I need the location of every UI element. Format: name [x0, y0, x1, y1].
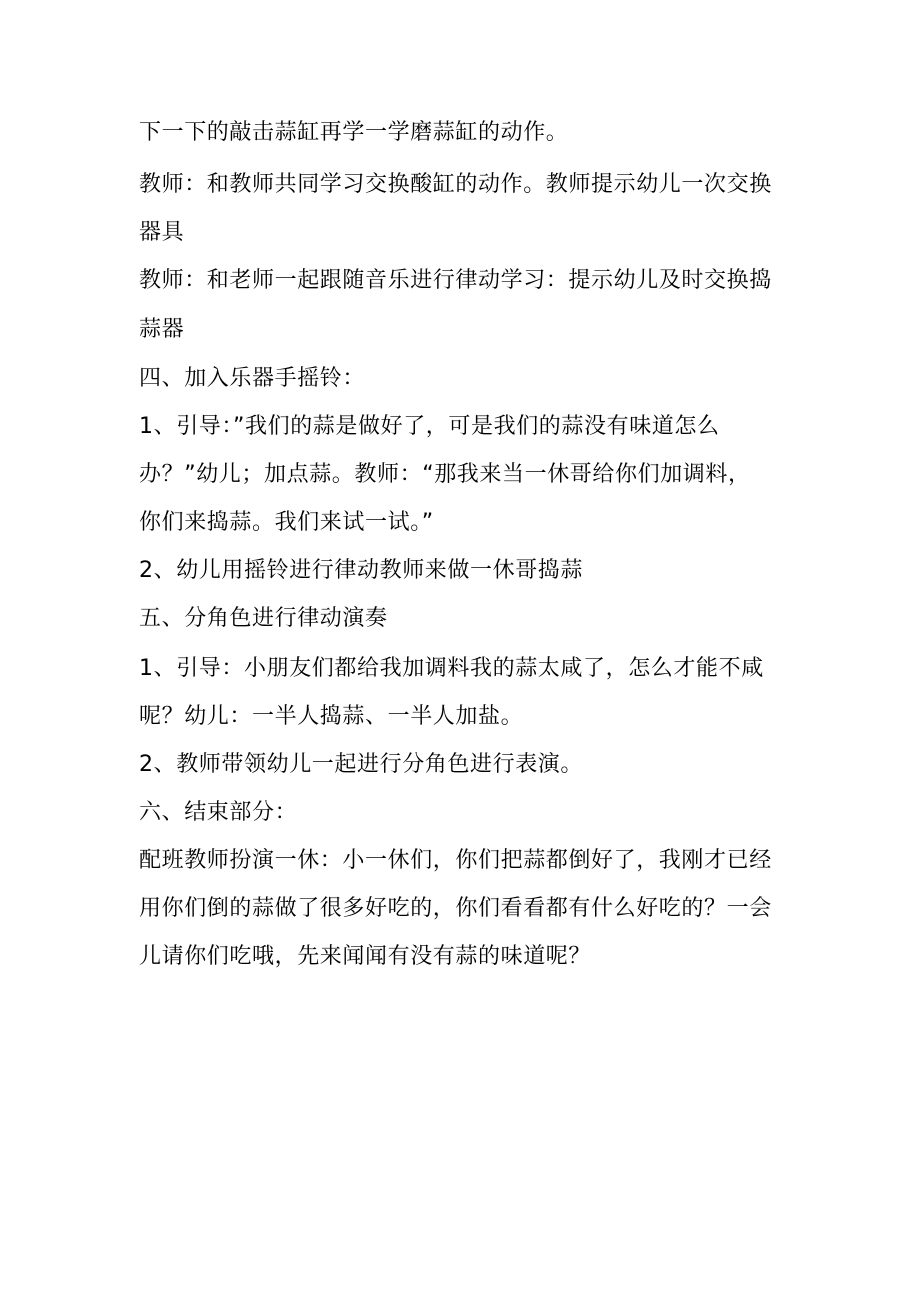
- text-line: 教师：和老师一起跟随音乐进行律动学习：提示幼儿及时交换捣: [139, 268, 772, 293]
- text-line: 1、引导：”我们的蒜是做好了，可是我们的蒜没有味道怎么: [139, 414, 720, 439]
- text-line: 呢？幼儿：一半人捣蒜、一半人加盐。: [139, 704, 524, 729]
- text-line: 器具: [139, 220, 185, 245]
- section-heading: 六、结束部分：: [139, 800, 298, 825]
- text-line: 2、教师带领幼儿一起进行分角色进行表演。: [139, 752, 583, 777]
- section-heading: 五、分角色进行律动演奏: [139, 606, 388, 631]
- text-line: 你们来捣蒜。我们来试一试。”: [139, 510, 434, 535]
- text-line: 蒜器: [139, 317, 185, 342]
- text-line: 下一下的敲击蒜缸再学一学磨蒜缸的动作。: [139, 120, 569, 145]
- text-line: 教师：和教师共同学习交换酸缸的动作。教师提示幼儿一次交换: [139, 172, 772, 197]
- section-heading: 四、加入乐器手摇铃：: [139, 366, 366, 391]
- text-line: 用你们倒的蒜做了很多好吃的，你们看看都有什么好吃的？一会: [139, 896, 772, 921]
- text-line: 2、幼儿用摇铃进行律动教师来做一休哥捣蒜: [139, 558, 583, 583]
- text-line: 1、引导：小朋友们都给我加调料我的蒜太咸了，怎么才能不咸: [139, 656, 764, 681]
- text-line: 儿请你们吃哦，先来闻闻有没有蒜的味道呢？: [139, 944, 592, 969]
- text-line: 办？”幼儿；加点蒜。教师：“那我来当一休哥给你们加调料，: [139, 462, 751, 487]
- text-line: 配班教师扮演一休：小一休们，你们把蒜都倒好了，我刚才已经: [139, 848, 772, 873]
